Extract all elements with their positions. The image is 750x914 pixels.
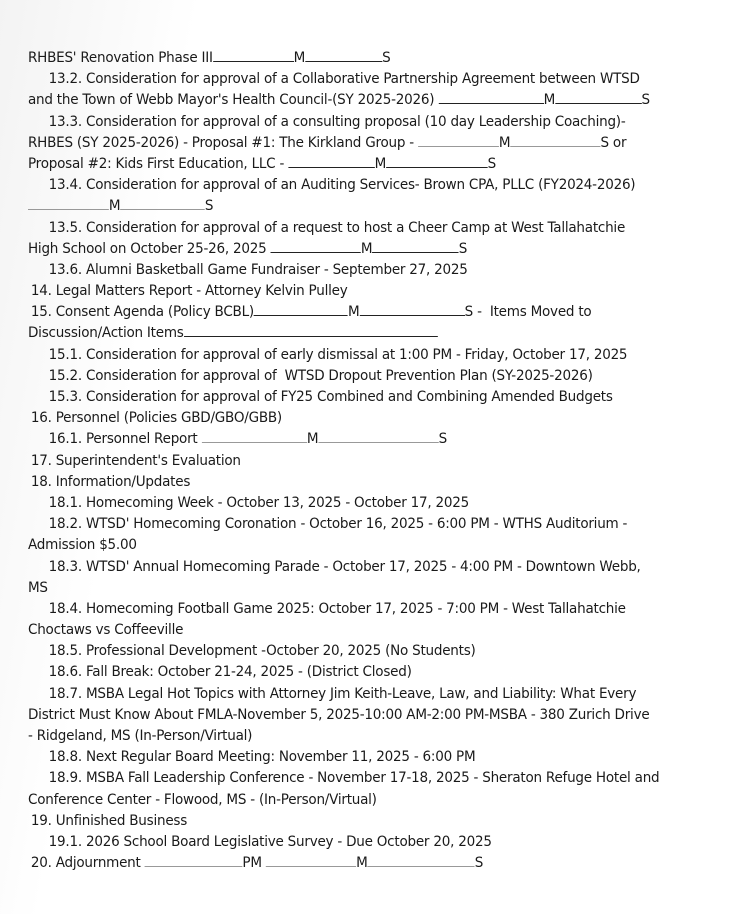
agenda-line	[28, 705, 728, 726]
agenda-text: 16.1. Personnel Report	[48, 431, 202, 448]
agenda-text: 18.5. Professional Development -October 20, 2025 (No Students)	[48, 643, 476, 660]
agenda-text: RHBES (SY 2025-2026) - Proposal #1: The Kirkland Group -	[28, 134, 418, 151]
agenda-text: 18. Information/Updates	[30, 473, 191, 490]
agenda-document	[28, 48, 728, 874]
agenda-text: S	[458, 240, 468, 257]
agenda-text: District Must Know About FMLA-November 5, 2025-10:00 AM-2:00 PM-MSBA - 380 Zurich Drive	[28, 706, 650, 723]
agenda-text: 15.1. Consideration for approval of early dismissal at 1:00 PM - Friday, October 17, 2025	[48, 346, 628, 363]
agenda-line	[28, 218, 728, 239]
agenda-text: RHBES' Renovation Phase III	[28, 50, 213, 66]
agenda-text: 18.4. Homecoming Football Game 2025: October 17, 2025 - 7:00 PM - West Tallahatchie	[48, 600, 626, 617]
agenda-line	[28, 535, 728, 556]
agenda-text: High School on October 25-26, 2025	[28, 240, 271, 257]
agenda-line	[28, 768, 728, 789]
vote-blank-line	[120, 197, 205, 210]
agenda-text: S - Items Moved to	[464, 304, 592, 321]
agenda-text: S	[487, 155, 496, 172]
agenda-text: 18.7. MSBA Legal Hot Topics with Attorney Jim Keith-Leave, Law, and Liability: What Every	[48, 685, 637, 702]
agenda-line	[28, 641, 728, 662]
vote-blank-line	[266, 854, 356, 867]
agenda-text: Proposal #2: Kids First Education, LLC -	[28, 155, 289, 172]
agenda-text: Conference Center - Flowood, MS - (In-Person/Virtual)	[28, 791, 377, 808]
agenda-line	[28, 69, 728, 90]
agenda-line	[28, 514, 728, 535]
agenda-text: 18.6. Fall Break: October 21-24, 2025 - (District Closed)	[48, 664, 412, 681]
agenda-text: M	[374, 155, 387, 172]
vote-blank-line	[202, 430, 307, 443]
agenda-text: Discussion/Action Items	[28, 325, 184, 342]
agenda-text: 13.4. Consideration for approval of an Auditing Services- Brown CPA, PLLC (FY2024-2026)	[48, 177, 636, 194]
agenda-text: 15.2. Consideration for approval of WTSD Dropout Prevention Plan (SY-2025-2026)	[48, 367, 593, 384]
vote-blank-line	[418, 134, 499, 147]
agenda-line	[28, 112, 728, 133]
agenda-line	[28, 281, 728, 302]
vote-blank-line	[28, 197, 109, 210]
agenda-line	[28, 133, 728, 154]
agenda-text: M	[293, 50, 306, 66]
vote-blank-line	[271, 240, 361, 253]
agenda-line	[28, 175, 728, 196]
vote-blank-line	[184, 324, 438, 337]
agenda-line	[28, 451, 728, 472]
agenda-line	[28, 366, 728, 387]
agenda-text: Choctaws vs Coffeeville	[28, 622, 184, 639]
agenda-text: 18.8. Next Regular Board Meeting: November 11, 2025 - 6:00 PM	[48, 749, 476, 766]
vote-blank-line	[372, 240, 458, 253]
agenda-text: 14. Legal Matters Report - Attorney Kelvin Pulley	[30, 283, 348, 300]
agenda-text: Admission $5.00	[28, 537, 137, 554]
agenda-line	[28, 790, 728, 811]
agenda-line	[28, 260, 728, 281]
vote-blank-line	[305, 49, 382, 62]
agenda-line	[28, 196, 728, 217]
agenda-line	[28, 154, 728, 175]
agenda-line	[28, 493, 728, 514]
agenda-line	[28, 578, 728, 599]
vote-blank-line	[318, 430, 438, 443]
agenda-text: 18.2. WTSD' Homecoming Coronation - October 16, 2025 - 6:00 PM - WTHS Auditorium -	[48, 516, 628, 533]
agenda-line	[28, 811, 728, 832]
agenda-line	[28, 832, 728, 853]
vote-blank-line	[288, 155, 374, 168]
agenda-text: S	[438, 431, 447, 448]
agenda-text: M	[360, 240, 373, 257]
agenda-text: 17. Superintendent's Evaluation	[30, 452, 241, 469]
vote-blank-line	[438, 91, 543, 104]
vote-blank-line	[145, 854, 243, 867]
agenda-text: S	[382, 50, 391, 66]
agenda-text: 19. Unfinished Business	[30, 812, 188, 829]
agenda-text: 13.5. Consideration for approval of a request to host a Cheer Camp at West Tallahatchie	[48, 219, 626, 236]
agenda-text: M	[356, 855, 368, 872]
agenda-text: M	[498, 134, 511, 151]
agenda-text: M	[108, 198, 121, 215]
agenda-text: 16. Personnel (Policies GBD/GBO/GBB)	[30, 410, 282, 427]
agenda-text: 15.3. Consideration for approval of FY25 Combined and Combining Amended Budgets	[48, 389, 613, 405]
agenda-text: - Ridgeland, MS (In-Person/Virtual)	[28, 728, 253, 744]
agenda-line	[28, 472, 728, 493]
agenda-text: S	[204, 198, 214, 215]
agenda-line	[28, 853, 728, 874]
agenda-text: 18.1. Homecoming Week - October 13, 2025 - October 17, 2025	[48, 494, 469, 511]
agenda-line	[28, 747, 728, 768]
agenda-text: 13.2. Consideration for approval of a Collaborative Partnership Agreement between WTSD	[48, 71, 640, 88]
agenda-line	[28, 323, 728, 344]
agenda-line	[28, 408, 728, 429]
agenda-line	[28, 429, 728, 450]
agenda-text: M	[306, 431, 319, 448]
agenda-line	[28, 684, 728, 705]
agenda-text: 20. Adjournment	[30, 855, 145, 872]
vote-blank-line	[368, 854, 475, 867]
agenda-text: MS	[28, 579, 48, 596]
agenda-text: 13.6. Alumni Basketball Game Fundraiser - September 27, 2025	[48, 261, 468, 278]
vote-blank-line	[386, 155, 488, 168]
agenda-text: 18.3. WTSD' Annual Homecoming Parade - October 17, 2025 - 4:00 PM - Downtown Webb,	[48, 558, 641, 575]
agenda-line	[28, 726, 728, 747]
agenda-text: S	[474, 855, 484, 872]
agenda-line	[28, 662, 728, 683]
vote-blank-line	[555, 91, 641, 104]
agenda-line	[28, 387, 728, 408]
agenda-line	[28, 48, 728, 69]
agenda-text: S or	[600, 134, 627, 151]
agenda-line	[28, 620, 728, 641]
agenda-text: and the Town of Webb Mayor's Health Council-(SY 2025-2026)	[28, 92, 439, 109]
agenda-text: 18.9. MSBA Fall Leadership Conference - November 17-18, 2025 - Sheraton Refuge Hotel and	[48, 770, 660, 787]
vote-blank-line	[254, 303, 348, 316]
agenda-text: M	[543, 92, 556, 109]
agenda-text: 19.1. 2026 School Board Legislative Survey - Due October 20, 2025	[48, 833, 492, 850]
vote-blank-line	[359, 303, 464, 316]
agenda-text: S	[641, 92, 650, 109]
vote-blank-line	[213, 49, 294, 62]
agenda-line	[28, 302, 728, 323]
agenda-text: M	[347, 304, 360, 321]
agenda-line	[28, 599, 728, 620]
agenda-text: 15. Consent Agenda (Policy BCBL)	[30, 304, 254, 321]
agenda-text: PM	[242, 855, 266, 872]
vote-blank-line	[510, 134, 600, 147]
agenda-line	[28, 239, 728, 260]
agenda-text: 13.3. Consideration for approval of a consulting proposal (10 day Leadership Coaching)-	[48, 113, 626, 130]
agenda-line	[28, 557, 728, 578]
agenda-line	[28, 345, 728, 366]
agenda-line	[28, 90, 728, 111]
